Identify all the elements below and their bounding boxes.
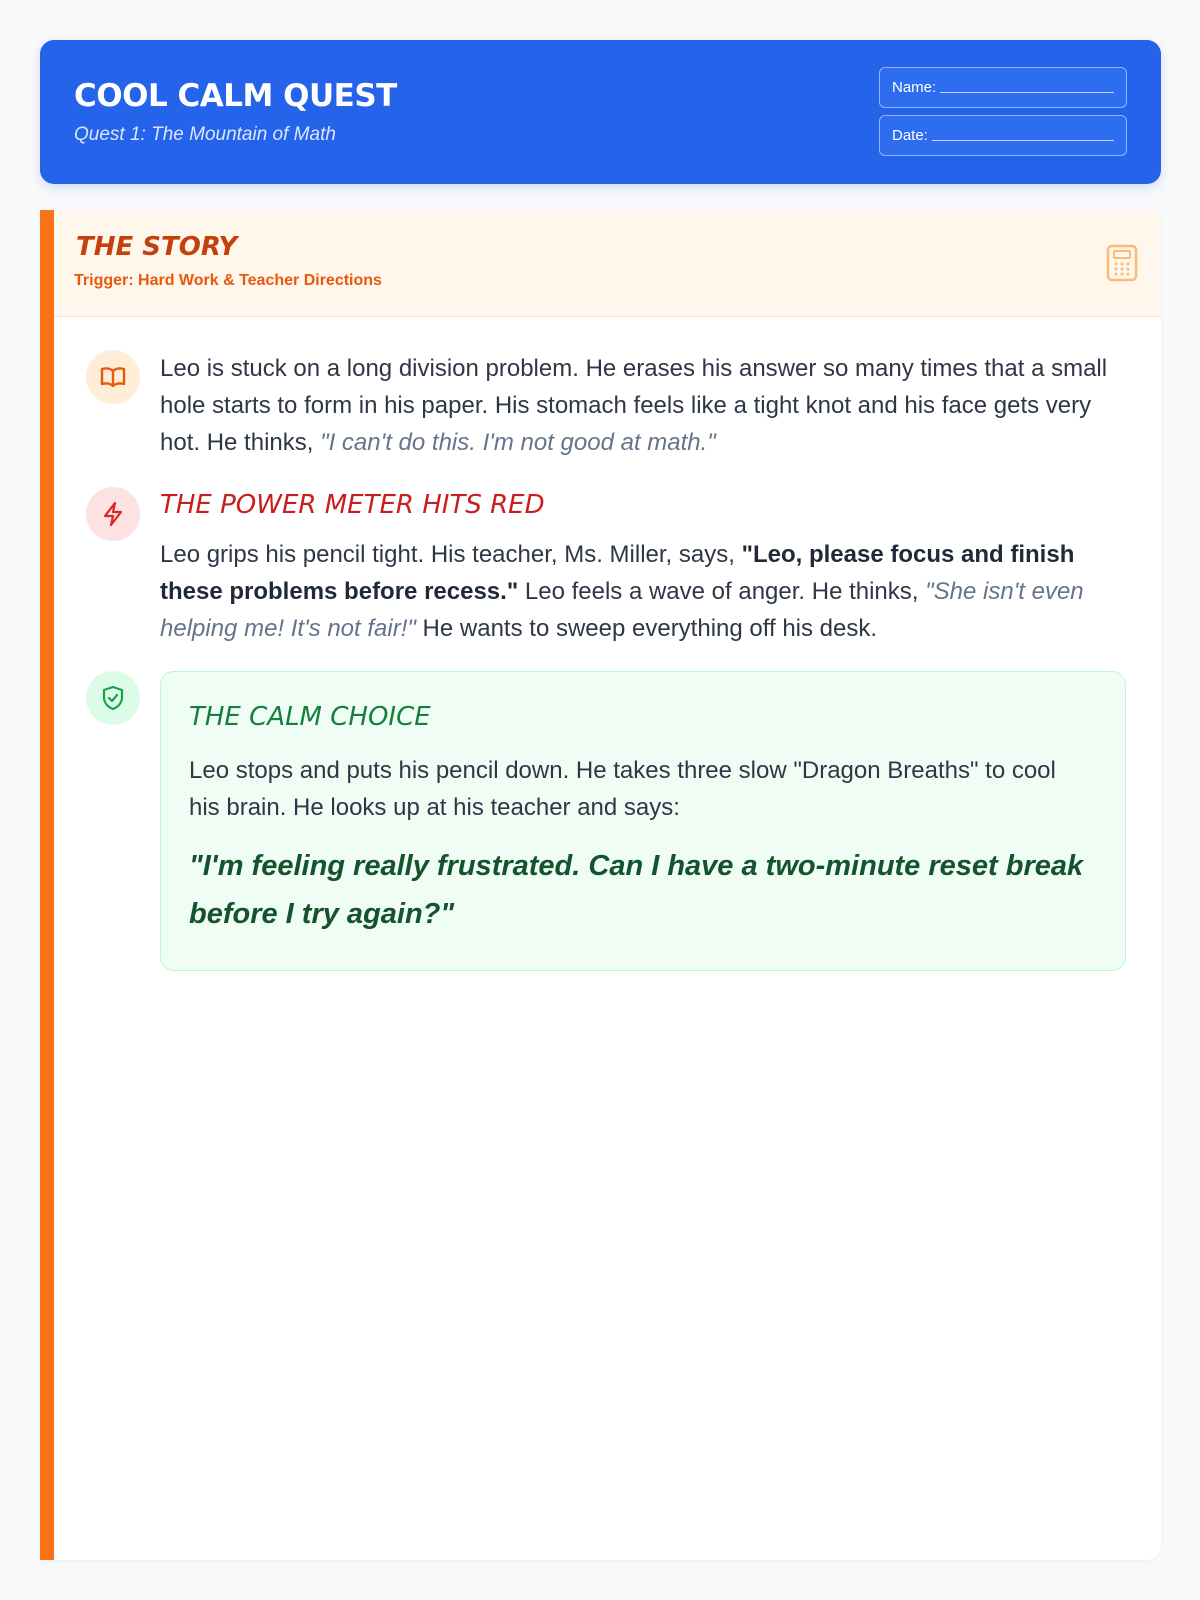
calm-choice-title: THE CALM CHOICE — [189, 702, 431, 732]
name-line — [940, 92, 1114, 93]
calm-choice-box — [160, 671, 1126, 971]
leo-quote: "She isn't even helping me! It's not fair!" — [160, 578, 1084, 642]
name-label: Name: — [892, 79, 937, 96]
date-field[interactable] — [879, 115, 1127, 156]
power-text-2: Leo feels a wave of anger. He thinks, — [518, 578, 926, 605]
story-header — [54, 210, 1161, 317]
story-trigger: Trigger: Hard Work & Teacher Directions — [74, 272, 382, 289]
date-line — [932, 140, 1114, 141]
lightning-bolt-icon — [101, 501, 125, 527]
power-meter-title: THE POWER METER HITS RED — [160, 490, 545, 520]
shield-icon-badge — [86, 671, 140, 725]
power-paragraph — [160, 536, 1120, 647]
shield-check-icon — [101, 685, 125, 711]
intro-quote: "I can't do this. I'm not good at math." — [320, 429, 716, 456]
card-accent-bar — [40, 210, 54, 1560]
teacher-quote: "Leo, please focus and finish these problems before recess." — [160, 541, 1075, 605]
intro-paragraph — [160, 350, 1120, 461]
name-field[interactable] — [879, 67, 1127, 108]
quest-title: COOL CALM QUEST — [74, 78, 397, 114]
calm-choice-quote: "I'm feeling really frustrated. Can I have a two-minute reset break before I try again?" — [189, 850, 1084, 930]
bolt-icon-badge — [86, 487, 140, 541]
quest-subtitle: Quest 1: The Mountain of Math — [74, 124, 336, 145]
intro-text: Leo is stuck on a long division problem. He erases his answer so many times that a small hole starts to form in his paper. His stomach feels like a tight knot and his face gets very hot. He thinks, — [160, 355, 1108, 456]
book-icon-badge — [86, 350, 140, 404]
story-card — [40, 210, 1161, 1560]
date-label: Date: — [892, 127, 928, 144]
power-text-3: He wants to sweep everything off his desk. — [415, 615, 878, 642]
story-title: THE STORY — [76, 232, 238, 262]
quest-header — [40, 40, 1161, 184]
book-open-icon — [100, 366, 126, 388]
calculator-icon — [1106, 244, 1138, 282]
calm-choice-text: Leo stops and puts his pencil down. He takes three slow "Dragon Breaths" to cool his brain. He looks up at his teacher and says: — [189, 757, 1056, 821]
power-text-1: Leo grips his pencil tight. His teacher, Ms. Miller, says, — [160, 541, 742, 568]
